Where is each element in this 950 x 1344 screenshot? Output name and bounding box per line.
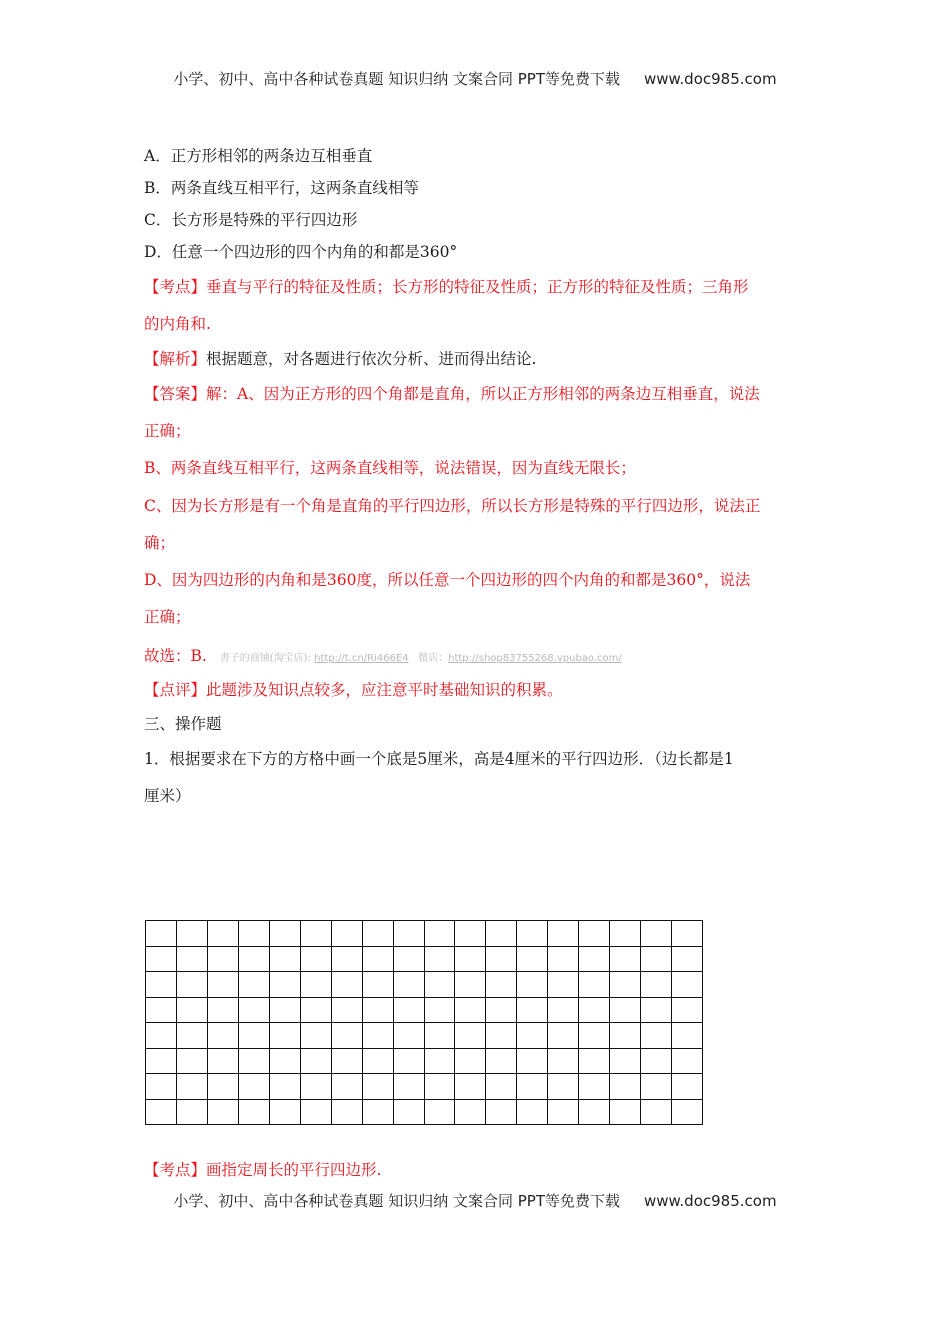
grid-cell xyxy=(672,921,703,947)
grid-cell xyxy=(517,1074,548,1100)
grid-cell xyxy=(239,1100,270,1126)
grid-cell xyxy=(208,972,239,998)
grid-cell xyxy=(208,998,239,1024)
grid-cell xyxy=(517,1023,548,1049)
grid-cell xyxy=(672,947,703,973)
grid-cell xyxy=(610,921,641,947)
grid-cell xyxy=(177,972,208,998)
grid-cell xyxy=(455,1074,486,1100)
grid-cell xyxy=(425,1100,456,1126)
grid-cell xyxy=(517,921,548,947)
watermark-shop: 書子的商铺(淘宝店): xyxy=(219,653,311,664)
grid-cell xyxy=(301,1100,332,1126)
grid-cell xyxy=(579,1023,610,1049)
grid-cell xyxy=(208,1049,239,1075)
dianping-line xyxy=(144,680,809,700)
grid-cell xyxy=(517,972,548,998)
grid-cell xyxy=(641,972,672,998)
grid-cell xyxy=(455,972,486,998)
grid-cell xyxy=(208,1074,239,1100)
grid-cell xyxy=(486,972,517,998)
grid-cell xyxy=(610,947,641,973)
grid-cell xyxy=(301,1049,332,1075)
grid-cell xyxy=(455,947,486,973)
daan-tag: 【答案】 xyxy=(144,385,207,403)
grid-cell xyxy=(239,998,270,1024)
grid-cell xyxy=(239,947,270,973)
grid-cell xyxy=(208,1100,239,1126)
grid-cell xyxy=(548,1023,579,1049)
grid-cell xyxy=(610,1023,641,1049)
kaodian2-text: 画指定周长的平行四边形. xyxy=(206,1161,382,1179)
grid-cell xyxy=(517,1100,548,1126)
grid-cell xyxy=(177,947,208,973)
kaodian-line-1 xyxy=(144,277,809,297)
grid-cell xyxy=(641,1100,672,1126)
grid-cell xyxy=(363,972,394,998)
grid-cell xyxy=(455,998,486,1024)
grid-cell xyxy=(425,1074,456,1100)
header-text: 小学、初中、高中各种试卷真题 知识归纳 文案合同 PPT等免费下载 xyxy=(173,70,620,88)
jiexi-tag: 【解析】 xyxy=(144,350,207,368)
grid-cell xyxy=(301,1074,332,1100)
watermark-link-1[interactable]: http://t.cn/Ri466E4 xyxy=(314,653,409,664)
grid-cell xyxy=(579,1100,610,1126)
grid-cell xyxy=(425,921,456,947)
grid-cell xyxy=(579,947,610,973)
grid-cell xyxy=(672,1074,703,1100)
grid-cell xyxy=(425,972,456,998)
grid-cell xyxy=(270,1100,301,1126)
footer-site[interactable]: www.doc985.com xyxy=(643,1192,777,1210)
grid-cell xyxy=(672,1023,703,1049)
jiexi-line xyxy=(144,349,809,369)
grid-cell xyxy=(548,1100,579,1126)
kaodian-text-1: 垂直与平行的特征及性质；长方形的特征及性质；正方形的特征及性质；三角形 xyxy=(206,278,749,296)
kaodian2-line xyxy=(144,1160,809,1180)
question-line-1: 1．根据要求在下方的方格中画一个底是5厘米，高是4厘米的平行四边形．（边长都是1 xyxy=(144,750,734,768)
grid-cell xyxy=(579,1049,610,1075)
option-d: D．任意一个四边形的四个内角的和都是360° xyxy=(144,243,458,261)
daan-text-2: 正确； xyxy=(144,422,191,440)
grid-cell xyxy=(610,1100,641,1126)
grid-cell xyxy=(672,998,703,1024)
grid-cell xyxy=(486,947,517,973)
watermark-micro: 微店： xyxy=(418,653,449,664)
grid-cell xyxy=(332,1049,363,1075)
daan-b: B、两条直线互相平行，这两条直线相等，说法错误，因为直线无限长； xyxy=(144,459,636,477)
grid-cell xyxy=(270,998,301,1024)
grid-cell xyxy=(146,1049,177,1075)
grid-cell xyxy=(363,1100,394,1126)
grid-cell xyxy=(455,1049,486,1075)
grid-cell xyxy=(517,947,548,973)
option-b: B．两条直线互相平行，这两条直线相等 xyxy=(144,179,419,197)
grid-cell xyxy=(610,1074,641,1100)
grid-cell xyxy=(548,1049,579,1075)
grid-cell xyxy=(610,998,641,1024)
grid-cell xyxy=(270,947,301,973)
grid-cell xyxy=(486,1023,517,1049)
grid-cell xyxy=(394,921,425,947)
grid-cell xyxy=(425,1023,456,1049)
grid-cell xyxy=(517,1049,548,1075)
daan-d-1: D、因为四边形的内角和是360度，所以任意一个四边形的四个内角的和都是360°，说法 xyxy=(144,571,751,589)
grid-cell xyxy=(270,1074,301,1100)
grid-cell xyxy=(394,947,425,973)
grid-cell xyxy=(208,1023,239,1049)
grid-cell xyxy=(239,1023,270,1049)
grid-cell xyxy=(363,1023,394,1049)
grid-cell xyxy=(239,1074,270,1100)
grid-cell xyxy=(425,947,456,973)
grid-cell xyxy=(517,998,548,1024)
grid-cell xyxy=(641,921,672,947)
grid-cell xyxy=(455,1100,486,1126)
grid-cell xyxy=(548,921,579,947)
grid-cell xyxy=(177,921,208,947)
grid-cell xyxy=(579,921,610,947)
grid-cell xyxy=(146,1100,177,1126)
grid-cell xyxy=(548,1074,579,1100)
section-title: 三、操作题 xyxy=(144,715,222,733)
grid-cell xyxy=(672,972,703,998)
jiexi-text: 根据题意，对各题进行依次分析、进而得出结论. xyxy=(206,350,537,368)
grid-cell xyxy=(363,1074,394,1100)
grid-cell xyxy=(332,1100,363,1126)
grid-cell xyxy=(641,947,672,973)
grid-cell xyxy=(208,947,239,973)
grid-cell xyxy=(177,998,208,1024)
grid-cell xyxy=(641,1074,672,1100)
grid-cell xyxy=(332,972,363,998)
grid-cell xyxy=(177,1100,208,1126)
grid-cell xyxy=(208,921,239,947)
header-site[interactable]: www.doc985.com xyxy=(643,70,777,88)
grid-cell xyxy=(486,1074,517,1100)
grid-cell xyxy=(486,998,517,1024)
grid-cell xyxy=(270,972,301,998)
grid-cell xyxy=(177,1049,208,1075)
grid-cell xyxy=(146,1074,177,1100)
grid-cell xyxy=(363,998,394,1024)
grid-cell xyxy=(425,1049,456,1075)
watermark xyxy=(220,653,622,664)
grid-cell xyxy=(610,1049,641,1075)
footer-text: 小学、初中、高中各种试卷真题 知识归纳 文案合同 PPT等免费下载 xyxy=(173,1192,620,1210)
grid-cell xyxy=(270,921,301,947)
grid-cell xyxy=(301,947,332,973)
grid-cell xyxy=(579,998,610,1024)
grid-cell xyxy=(425,998,456,1024)
dianping-text: 此题涉及知识点较多，应注意平时基础知识的积累。 xyxy=(206,681,563,699)
grid-cell xyxy=(486,921,517,947)
daan-c-2: 确； xyxy=(144,534,176,552)
kaodian-text-2: 的内角和. xyxy=(144,315,211,333)
grid-cell xyxy=(270,1049,301,1075)
page-footer xyxy=(0,1190,950,1211)
grid-cell xyxy=(301,921,332,947)
daan-text-1: 解：A、因为正方形的四个角都是直角，所以正方形相邻的两条边互相垂直，说法 xyxy=(206,385,760,403)
grid-cell xyxy=(332,1074,363,1100)
grid-cell xyxy=(239,1049,270,1075)
grid-cell xyxy=(394,1023,425,1049)
grid-cell xyxy=(610,972,641,998)
grid-cell xyxy=(332,998,363,1024)
question-line-2: 厘米） xyxy=(144,787,191,805)
grid-cell xyxy=(641,1049,672,1075)
grid-cell xyxy=(455,1023,486,1049)
kaodian2-tag: 【考点】 xyxy=(144,1161,207,1179)
grid-cell xyxy=(270,1023,301,1049)
grid-cell xyxy=(146,998,177,1024)
page-header xyxy=(0,68,950,89)
option-a: A．正方形相邻的两条边互相垂直 xyxy=(144,147,373,165)
daan-c-1: C、因为长方形是有一个角是直角的平行四边形，所以长方形是特殊的平行四边形，说法正 xyxy=(144,497,761,515)
grid-cell xyxy=(146,972,177,998)
grid-cell xyxy=(146,921,177,947)
grid-cell xyxy=(146,947,177,973)
grid-cell xyxy=(332,921,363,947)
grid-cell xyxy=(672,1100,703,1126)
grid-cell xyxy=(301,972,332,998)
select-text: 故选：B. xyxy=(144,647,207,665)
grid-cell xyxy=(579,1074,610,1100)
grid-cell xyxy=(239,921,270,947)
grid-cell xyxy=(332,947,363,973)
select-line xyxy=(144,646,809,669)
grid-cell xyxy=(394,1100,425,1126)
grid-cell xyxy=(486,1049,517,1075)
kaodian-tag: 【考点】 xyxy=(144,278,207,296)
watermark-link-2[interactable]: http://shop83755268.vpubao.com/ xyxy=(448,653,622,664)
grid-cell xyxy=(177,1074,208,1100)
grid-cell xyxy=(394,998,425,1024)
daan-line-1 xyxy=(144,384,809,404)
grid-cell xyxy=(301,998,332,1024)
grid-cell xyxy=(641,1023,672,1049)
grid-cell xyxy=(177,1023,208,1049)
dianping-tag: 【点评】 xyxy=(144,681,207,699)
grid-cell xyxy=(579,972,610,998)
grid-cell xyxy=(548,947,579,973)
grid-cell xyxy=(455,921,486,947)
grid-cell xyxy=(239,972,270,998)
grid-cell xyxy=(394,972,425,998)
grid-cell xyxy=(301,1023,332,1049)
grid-cell xyxy=(332,1023,363,1049)
grid-cell xyxy=(548,998,579,1024)
grid-cell xyxy=(146,1023,177,1049)
grid-cell xyxy=(641,998,672,1024)
grid-cell xyxy=(363,1049,394,1075)
grid-cell xyxy=(394,1074,425,1100)
grid-cell xyxy=(363,947,394,973)
grid-cell xyxy=(394,1049,425,1075)
grid-cell xyxy=(672,1049,703,1075)
daan-d-2: 正确； xyxy=(144,608,191,626)
option-c: C．长方形是特殊的平行四边形 xyxy=(144,211,358,229)
grid-cell xyxy=(486,1100,517,1126)
grid-cell xyxy=(363,921,394,947)
square-grid xyxy=(145,920,703,1125)
grid-cell xyxy=(548,972,579,998)
